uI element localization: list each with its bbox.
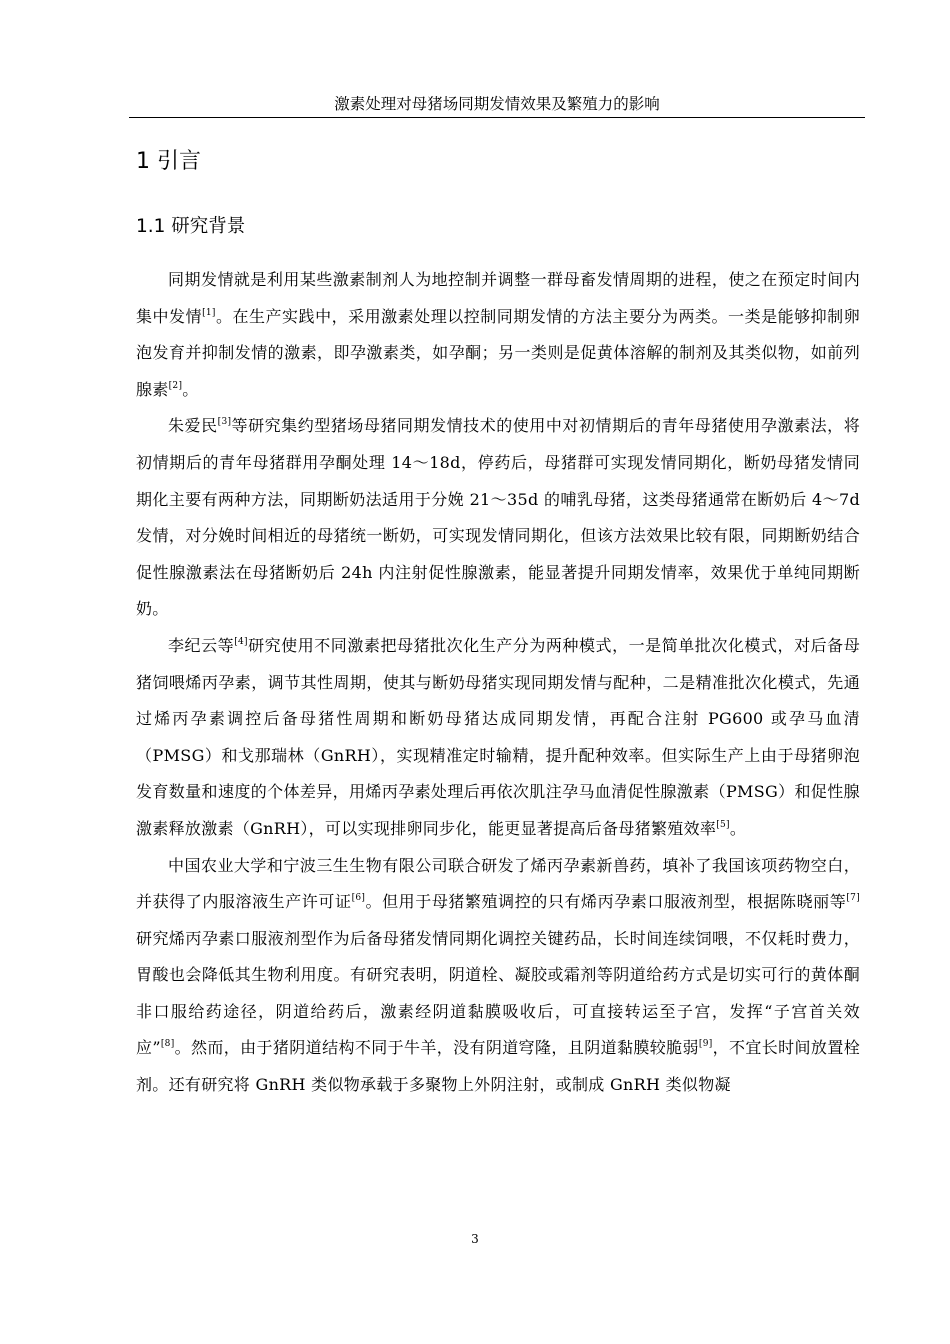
paragraph-text: ，不宜长时间放置栓剂。还有研究将 GnRH 类似物承载于多聚物上外阴注射，或制成 GnRH 类似物凝 (136, 1038, 860, 1095)
paragraph-text: 。但用于母猪繁殖调控的只有烯丙孕素口服液剂型，根据陈晓丽等 (365, 892, 847, 912)
paragraph-text: 中国农业大学和宁波三生生物有限公司联合研发了烯丙孕素新兽药，填补了我国该项药物空白，并获得了内服溶液生产许可证 (136, 855, 860, 912)
citation-ref: [2] (168, 380, 183, 391)
subsection-heading: 1.1 研究背景 (136, 216, 246, 237)
paragraph-text: 等研究集约型猪场母猪同期发情技术的使用中对初情期后的青年母猪使用孕激素法，将初情期后的青年母猪群用孕酮处理 14～18d，停药后，母猪群可实现发情同期化，断奶母猪发情同期化主要有两种方法，同期断奶法适用于分娩 21～35d 的哺乳母猪，这类母猪通常在断奶后 4～7d 发情，对分娩时间相近的母猪统一断奶，可实现发情同期化，但该方法效果比较有限，同期断奶结合促性腺激素法在母猪断奶后 24h 内注射促性腺激素，能显著提升同期发情率，效果优于单纯同期断奶。 (136, 416, 860, 619)
citation-ref: [7] (846, 893, 861, 904)
citation-ref: [5] (716, 819, 730, 830)
citation-ref: [6] (351, 893, 366, 904)
citation-ref: [8] (160, 1039, 175, 1050)
paragraph (136, 408, 860, 628)
paragraph (136, 262, 860, 408)
paragraph-text: 研究烯丙孕素口服液剂型作为后备母猪发情同期化调控关键药品，长时间连续饲喂，不仅耗时费力，胃酸也会降低其生物利用度。有研究表明，阴道栓、凝胶或霜剂等阴道给药方式是切实可行的黄体酮非口服给药途径，阴道给药后，激素经阴道黏膜吸收后，可直接转运至子宫，发挥“子宫首关效应” (136, 928, 860, 1058)
citation-ref: [4] (234, 636, 248, 647)
paragraph-text: 朱爱民 (168, 416, 218, 436)
paragraph-text: 研究使用不同激素把母猪批次化生产分为两种模式，一是简单批次化模式，对后备母猪饲喂烯丙孕素，调节其性周期，使其与断奶母猪实现同期发情与配种，二是精准批次化模式，先通过烯丙孕素调控后备母猪性周期和断奶母猪达成同期发情，再配合注射 PG600 或孕马血清（PMSG）和戈那瑞林（GnRH），实现精准定时输精，提升配种效率。但实际生产上由于母猪卵泡发育数量和速度的个体差异，用烯丙孕素处理后再依次肌注孕马血清促性腺激素（PMSG）和促性腺激素释放激素（GnRH），可以实现排卵同步化，能更显著提高后备母猪繁殖效率 (136, 635, 860, 838)
paragraph-text: 李纪云等 (168, 635, 235, 655)
citation-ref: [3] (217, 417, 232, 428)
section-heading: 1 引言 (136, 149, 201, 174)
paragraph (136, 628, 860, 848)
running-header-title: 激素处理对母猪场同期发情效果及繁殖力的影响 (334, 95, 660, 113)
paragraph-text: 。在生产实践中，采用激素处理以控制同期发情的方法主要分为两类。一类是能够抑制卵泡发育并抑制发情的激素，即孕激素类，如孕酮；另一类则是促黄体溶解的制剂及其类似物，如前列腺素 (136, 306, 860, 399)
paragraph-text: 。 (729, 818, 747, 838)
body-text (136, 262, 860, 1104)
paragraph-text: 。然而，由于猪阴道结构不同于牛羊，没有阴道穹隆，且阴道黏膜较脆弱 (174, 1038, 699, 1058)
paragraph-text: 同期发情就是利用某些激素制剂人为地控制并调整一群母畜发情周期的进程，使之在预定时间内集中发情 (136, 270, 860, 326)
page-number: 3 (471, 1232, 479, 1246)
citation-ref: [9] (698, 1039, 713, 1050)
paragraph-text: 。 (182, 379, 199, 399)
citation-ref: [1] (202, 307, 216, 318)
running-header (129, 93, 865, 118)
paragraph (136, 848, 860, 1104)
